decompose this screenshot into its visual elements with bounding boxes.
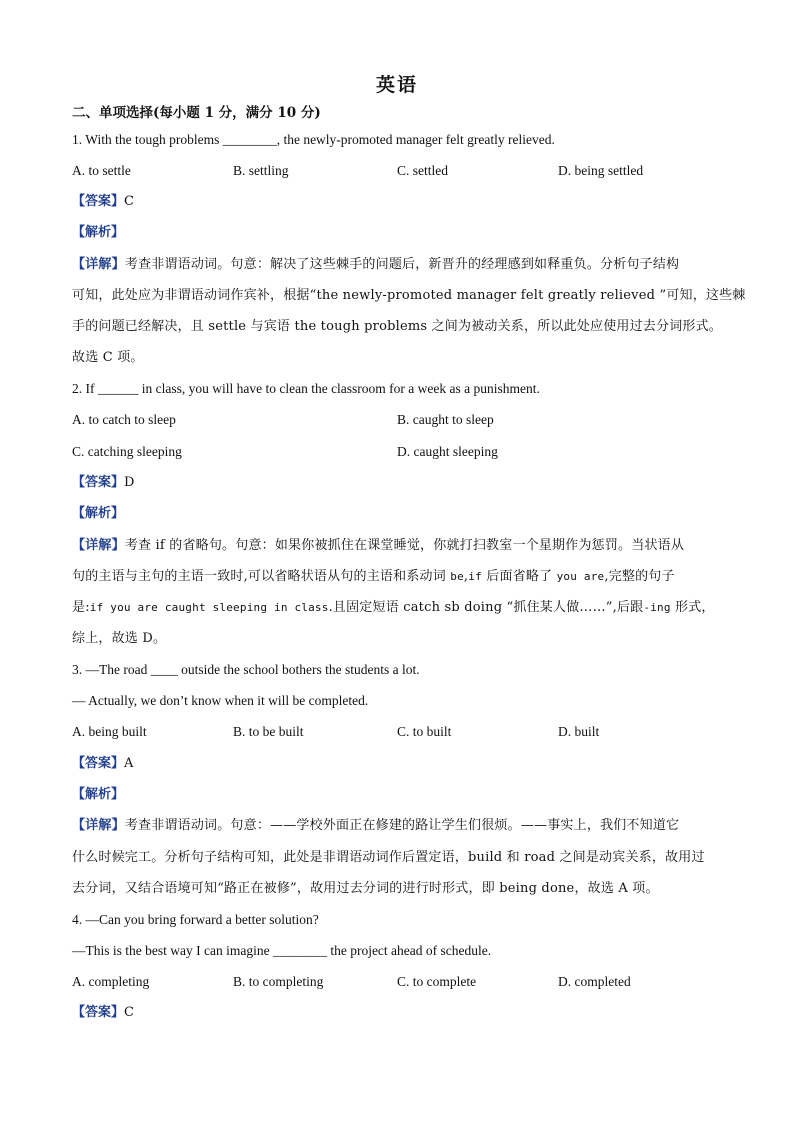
question-2-explanation-line: 综上，故选 D。 [72, 631, 167, 646]
question-1-explanation-line: 故选 C 项。 [72, 350, 144, 365]
question-2-analysis-tag: 【解析】 [72, 506, 125, 521]
question-1-stem: 1. With the tough problems ________, the newly-promoted manager felt greatly relieved. [72, 132, 555, 147]
question-3-explanation-line: 【详解】考查非谓语动词。句意：——学校外面正在修建的路让学生们很烦。——事实上，我们不知道它 [72, 818, 680, 833]
question-2-option-d: D. caught sleeping [397, 444, 498, 459]
question-4-stem-reply: —This is the best way I can imagine ________ the project ahead of schedule. [72, 943, 492, 958]
question-4-option-a: A. completing [72, 974, 150, 989]
question-4-stem: 4. —Can you bring forward a better solution? [72, 912, 319, 927]
section-heading: 二、单项选择(每小题 1 分，满分 10 分) [72, 105, 321, 121]
question-3-option-d: D. built [558, 724, 600, 739]
question-2-explanation-line: 是:if you are caught sleeping in class.且固定短语 catch sb doing “抓住某人做……”,后跟-ing 形式， [72, 600, 715, 615]
question-3-explanation-line: 去分词，又结合语境可知“路正在被修”，故用过去分词的进行时形式，即 being done，故选 A 项。 [72, 881, 659, 896]
question-2-option-a: A. to catch to sleep [72, 412, 176, 427]
question-1-answer [72, 194, 134, 210]
question-1-analysis-tag: 【解析】 [72, 225, 125, 240]
question-3-answer: 【答案】A [72, 756, 134, 771]
question-2-stem: 2. If ______ in class, you will have to clean the classroom for a week as a punishment. [72, 381, 540, 396]
question-2-option-b: B. caught to sleep [397, 412, 494, 427]
question-3-option-c: C. to built [397, 724, 452, 739]
question-4-option-b: B. to completing [233, 974, 324, 989]
answer-value: C [124, 194, 134, 209]
question-3-stem: 3. —The road ____ outside the school bothers the students a lot. [72, 662, 420, 677]
question-1-option-d: D. being settled [558, 163, 644, 178]
page-title: 英语 [375, 74, 418, 96]
question-4-option-c: C. to complete [397, 974, 477, 989]
question-3-option-b: B. to be built [233, 724, 304, 739]
detail-tag: 【详解】 [72, 257, 125, 272]
question-2-answer: 【答案】D [72, 475, 135, 490]
question-3-stem-reply: — Actually, we don’t know when it will be completed. [72, 693, 369, 708]
question-4-answer: 【答案】C [72, 1005, 134, 1020]
question-1-option-b: B. settling [233, 163, 289, 178]
question-3-option-a: A. being built [72, 724, 147, 739]
question-3-explanation-line: 什么时候完工。分析句子结构可知，此处是非谓语动词作后置定语，build 和 road 之间是动宾关系，故用过 [72, 850, 705, 865]
question-3-analysis-tag: 【解析】 [72, 787, 125, 802]
question-1-option-c: C. settled [397, 163, 448, 178]
question-2-explanation-line: 【详解】考查 if 的省略句。句意：如果你被抓住在课堂睡觉，你就打扫教室一个星期作为惩罚。当状语从 [72, 538, 685, 553]
question-4-option-d: D. completed [558, 974, 631, 989]
question-1-explanation-line: 手的问题已经解决，且 settle 与宾语 the tough problems 之间为被动关系，所以此处应使用过去分词形式。 [72, 319, 723, 334]
question-1-explanation-line: 【详解】考查非谓语动词。句意：解决了这些棘手的问题后，新晋升的经理感到如释重负。分析句子结构 [72, 257, 680, 272]
question-2-option-c: C. catching sleeping [72, 444, 182, 459]
answer-tag: 【答案】 [72, 194, 125, 209]
question-1-option-a: A. to settle [72, 163, 131, 178]
question-1-explanation-line: 可知，此处应为非谓语动词作宾补，根据“the newly-promoted manager felt greatly relieved ”可知，这些棘 [72, 288, 746, 303]
question-2-explanation-line: 句的主语与主句的主语一致时,可以省略状语从句的主语和系动词 be,if 后面省略了 you are,完整的句子 [72, 569, 675, 584]
